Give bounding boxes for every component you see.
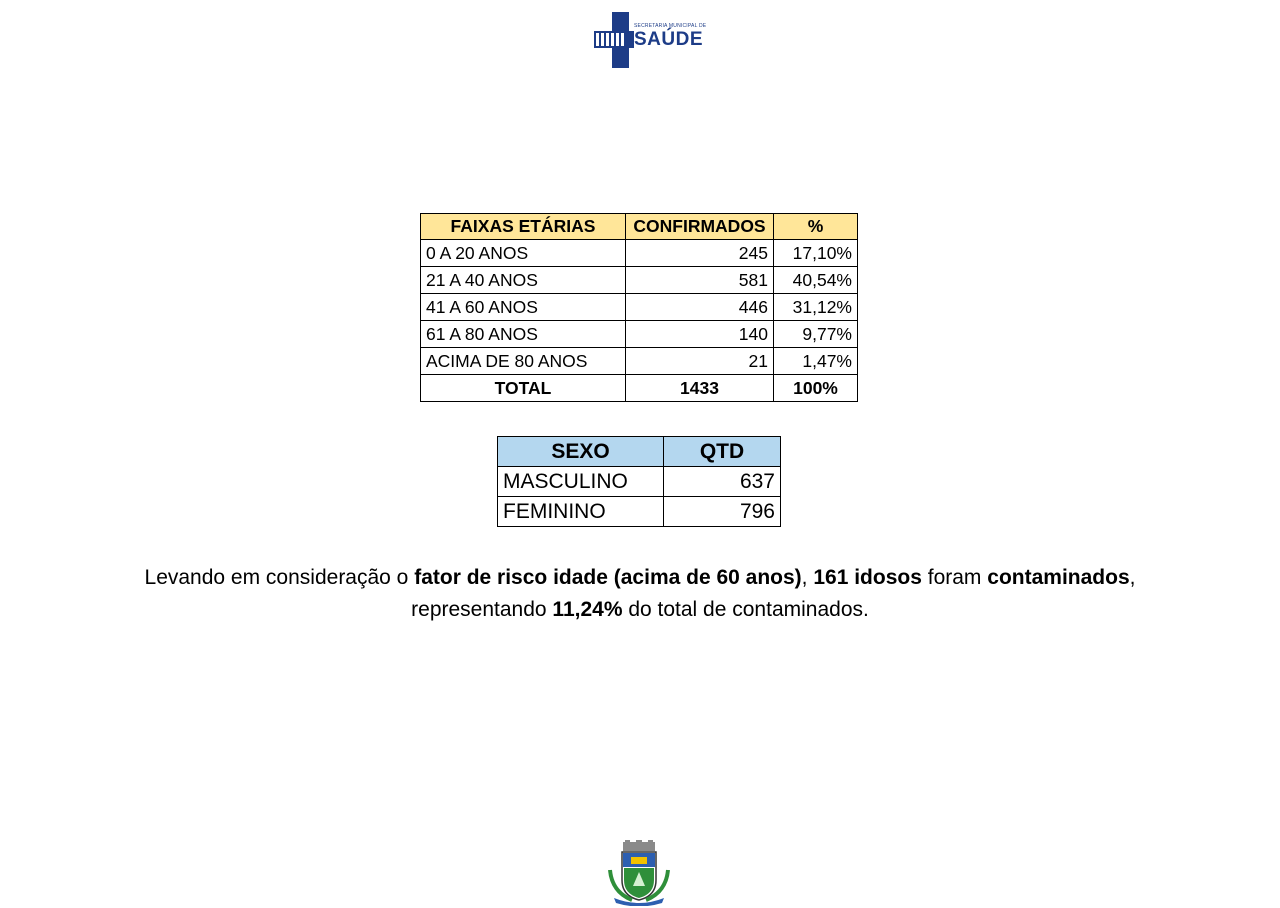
age-table-header — [421, 214, 858, 240]
header-confirmed: CONFIRMADOS — [626, 214, 774, 240]
age-range-label: ACIMA DE 80 ANOS — [421, 348, 626, 375]
health-secretariat-logo — [592, 10, 707, 70]
total-label: TOTAL — [421, 375, 626, 402]
logo-title: SAÚDE — [634, 29, 704, 50]
age-range-label: 21 A 40 ANOS — [421, 267, 626, 294]
note-bold-contaminated: contaminados — [987, 566, 1130, 589]
note-text: , — [1129, 566, 1136, 589]
table-row — [421, 294, 858, 321]
percent-value: 1,47% — [774, 348, 858, 375]
sex-count: 796 — [664, 497, 781, 527]
header-quantity: QTD — [664, 437, 781, 467]
header-percent: % — [774, 214, 858, 240]
confirmed-count: 581 — [626, 267, 774, 294]
note-text: , — [801, 566, 814, 589]
percent-value: 40,54% — [774, 267, 858, 294]
percent-value: 31,12% — [774, 294, 858, 321]
table-row — [498, 497, 781, 527]
note-text: do total de contaminados. — [622, 598, 869, 621]
age-range-label: 0 A 20 ANOS — [421, 240, 626, 267]
confirmed-count: 446 — [626, 294, 774, 321]
table-row — [421, 321, 858, 348]
total-count: 1433 — [626, 375, 774, 402]
header-age-range: FAIXAS ETÁRIAS — [421, 214, 626, 240]
total-row — [421, 375, 858, 402]
table-row — [498, 467, 781, 497]
table-row — [421, 348, 858, 375]
sex-table — [497, 436, 781, 527]
municipal-coat-of-arms-icon — [604, 840, 674, 906]
sex-label: MASCULINO — [498, 467, 664, 497]
note-bold-percentage: 11,24% — [552, 598, 623, 621]
table-row — [421, 240, 858, 267]
age-range-table — [420, 213, 858, 402]
sex-count: 637 — [664, 467, 781, 497]
confirmed-count: 245 — [626, 240, 774, 267]
header-sex: SEXO — [498, 437, 664, 467]
logo-subtitle: SECRETARIA MUNICIPAL DE — [634, 23, 707, 29]
note-text: Levando em consideração o — [144, 566, 415, 589]
total-percent: 100% — [774, 375, 858, 402]
age-range-label: 61 A 80 ANOS — [421, 321, 626, 348]
note-text: foram — [921, 566, 988, 589]
percent-value: 9,77% — [774, 321, 858, 348]
logo-stripes — [596, 33, 630, 46]
note-text: representando — [411, 598, 553, 621]
risk-factor-note — [0, 562, 1280, 626]
note-bold-elderly-count: 161 idosos — [813, 566, 922, 589]
note-bold-risk-factor: fator de risco idade (acima de 60 anos) — [414, 566, 802, 589]
percent-value: 17,10% — [774, 240, 858, 267]
age-range-label: 41 A 60 ANOS — [421, 294, 626, 321]
sex-label: FEMININO — [498, 497, 664, 527]
sex-table-header — [498, 437, 781, 467]
table-row — [421, 267, 858, 294]
confirmed-count: 140 — [626, 321, 774, 348]
confirmed-count: 21 — [626, 348, 774, 375]
